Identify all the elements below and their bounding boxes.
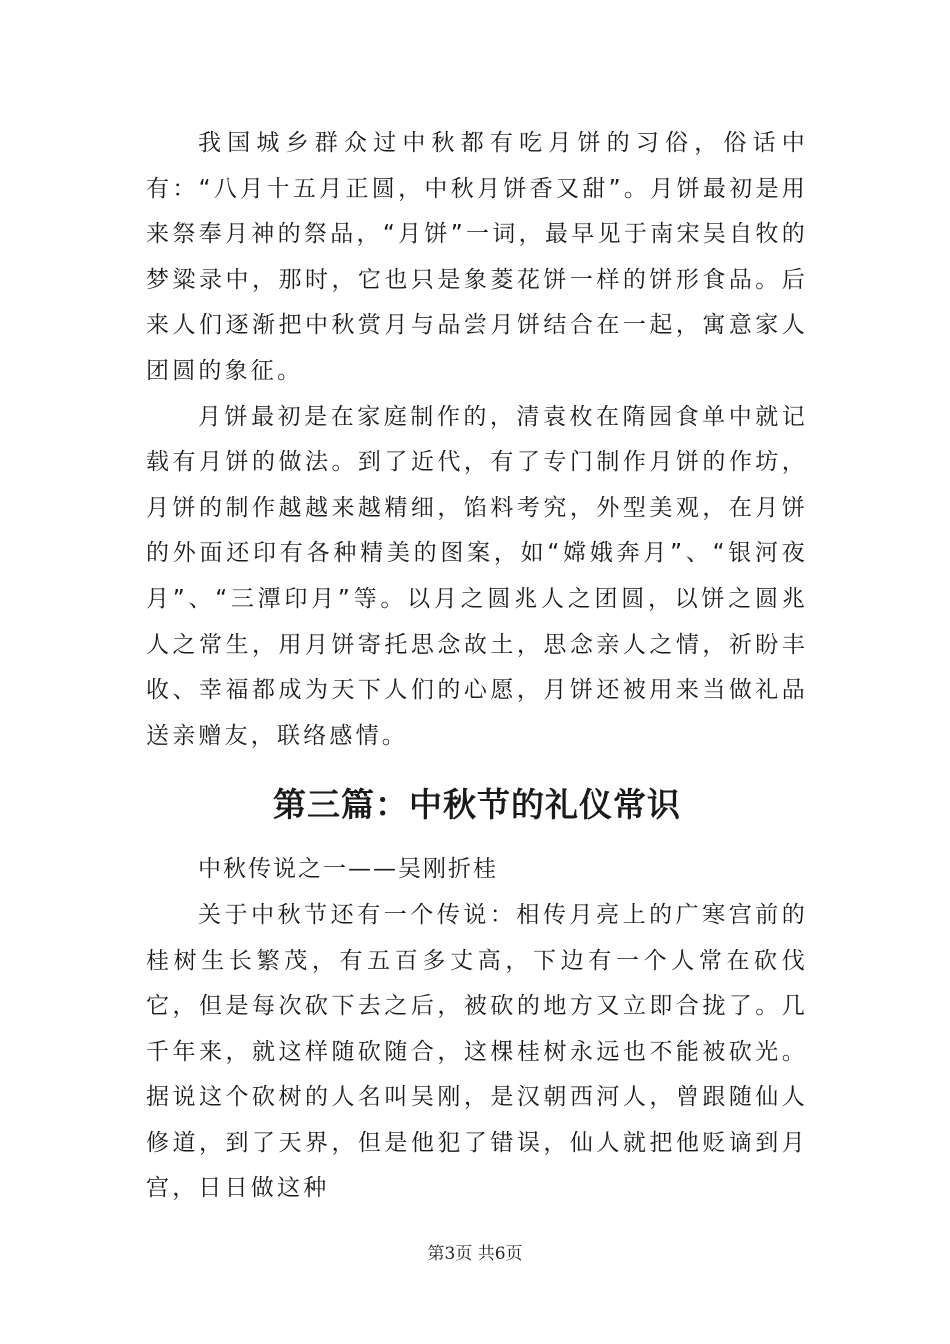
page-number-footer: 第3页 共6页 <box>427 1244 523 1264</box>
legend-subtitle: 中秋传说之一——吴刚折桂 <box>198 856 498 883</box>
paragraph-mooncake-history: 月饼最初是在家庭制作的，清袁枚在隋园食单中就记载有月饼的做法。到了近代，有了专门制作月饼的作坊，月饼的制作越越来越精细，馅料考究，外型美观，在月饼的外面还印有各种精美的图案，如“嫦娥奔月”、“银河夜月”、“三潭印月”等。以月之圆兆人之团圆，以饼之圆兆人之常生，用月饼寄托思念故土，思念亲人之情，祈盼丰收、幸福都成为天下人们的心愿，月饼还被用来当做礼品送亲赠友，联络感情。 <box>146 403 808 749</box>
paragraph-mooncake-custom: 我国城乡群众过中秋都有吃月饼的习俗，俗话中有：“八月十五月正圆，中秋月饼香又甜”。月饼最初是用来祭奉月神的祭品，“月饼”一词，最早见于南宋吴自牧的梦粱录中，那时，它也只是象菱花饼一样的饼形食品。后来人们逐渐把中秋赏月与品尝月饼结合在一起，寓意家人团圆的象征。 <box>146 130 808 384</box>
document-body <box>146 121 808 1212</box>
section-heading: 第三篇：中秋节的礼仪常识 <box>273 785 681 825</box>
paragraph-wugang-legend: 关于中秋节还有一个传说：相传月亮上的广寒宫前的桂树生长繁茂，有五百多丈高，下边有一个人常在砍伐它，但是每次砍下去之后，被砍的地方又立即合拢了。几千年来，就这样随砍随合，这棵桂树永远也不能被砍光。据说这个砍树的人名叫吴刚，是汉朝西河人，曾跟随仙人修道，到了天界，但是他犯了错误，仙人就把他贬谪到月宫，日日做这种 <box>146 901 808 1202</box>
